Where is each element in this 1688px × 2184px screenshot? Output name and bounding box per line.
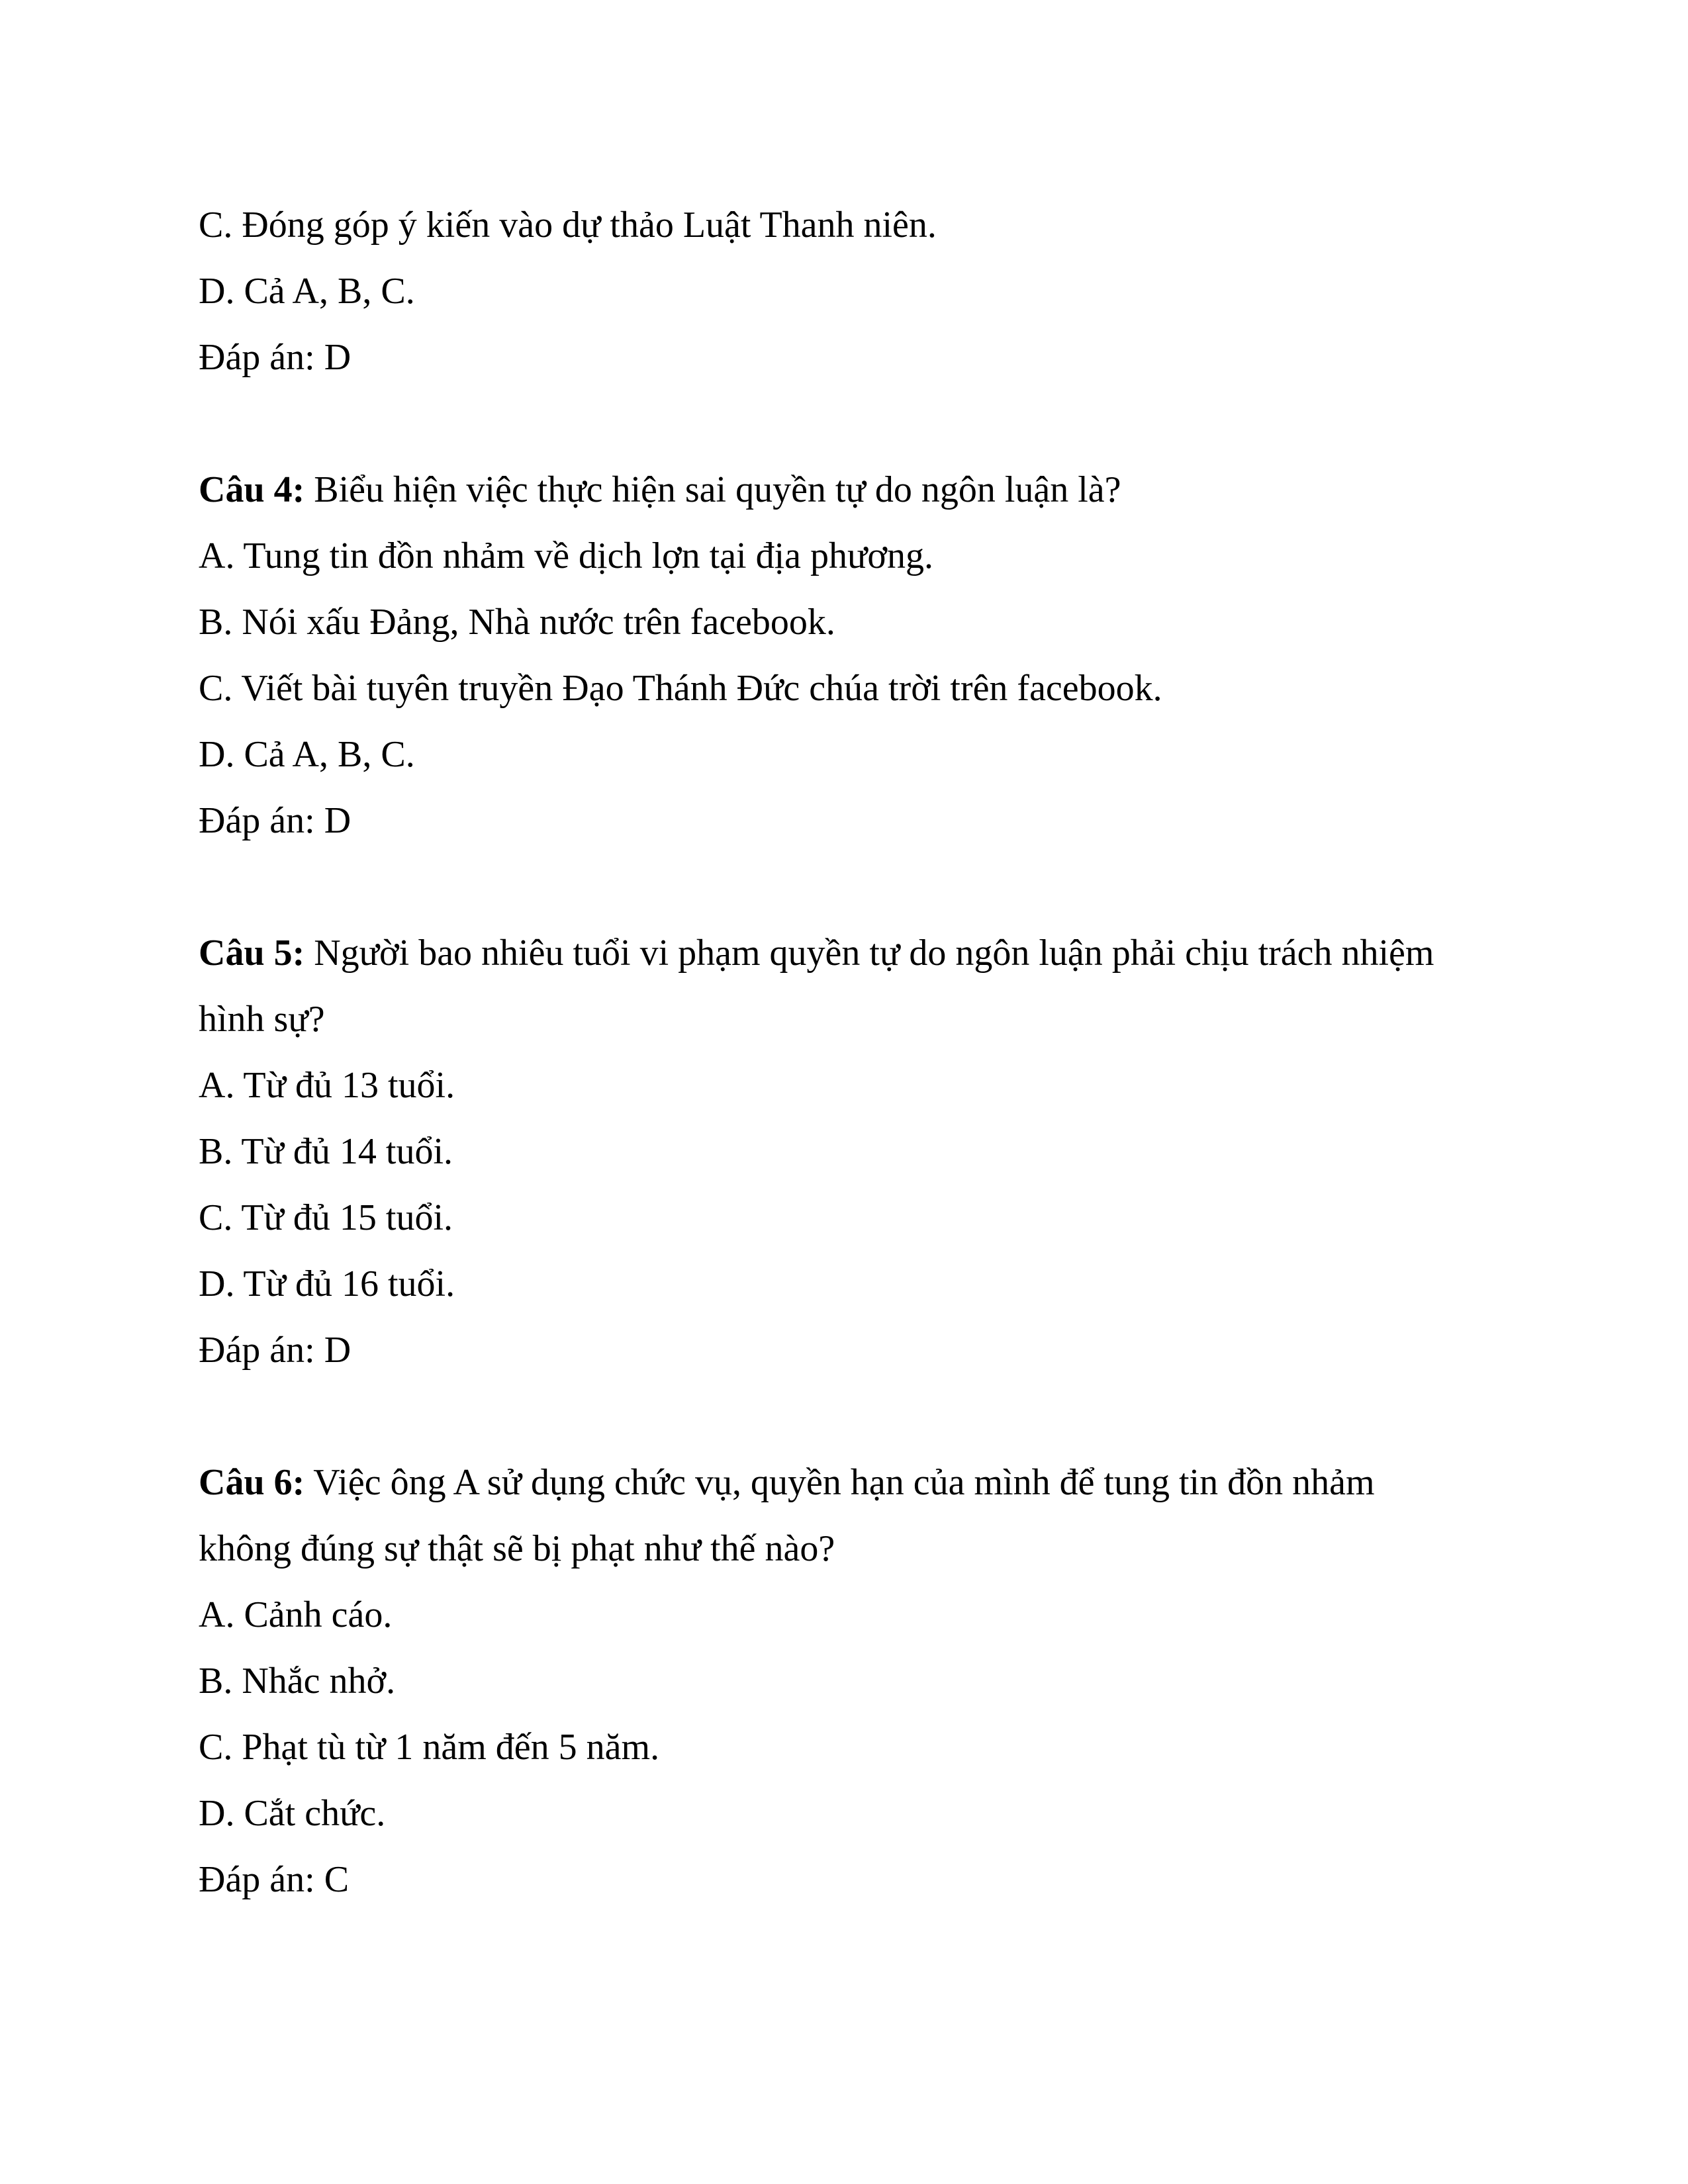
option-d: D. Cả A, B, C.: [199, 271, 415, 312]
option-c: C. Từ đủ 15 tuổi.: [199, 1197, 453, 1238]
question-label: Câu 5:: [199, 933, 305, 974]
question-body: Người bao nhiêu tuổi vi phạm quyền tự do ngôn luận phải chịu trách nhiệm: [305, 933, 1434, 974]
question-4: [199, 457, 1489, 854]
option-b: B. Từ đủ 14 tuổi.: [199, 1131, 453, 1172]
option-d: D. Cả A, B, C.: [199, 734, 415, 775]
option-c: C. Phạt tù từ 1 năm đến 5 năm.: [199, 1727, 660, 1768]
option-a: A. Tung tin đồn nhảm về dịch lợn tại địa phương.: [199, 535, 933, 576]
question-text-line-1: [199, 1449, 1489, 1516]
option-d: D. Từ đủ 16 tuổi.: [199, 1263, 455, 1304]
document-content: [199, 192, 1489, 1913]
question-label: Câu 4:: [199, 469, 305, 510]
question-text-line-2: không đúng sự thật sẽ bị phạt như thế nào?: [199, 1528, 835, 1569]
answer-line: Đáp án: C: [199, 1859, 350, 1900]
answer-line: Đáp án: D: [199, 1330, 352, 1371]
option-d: D. Cắt chức.: [199, 1793, 386, 1834]
answer-line: Đáp án: D: [199, 337, 352, 378]
option-b: B. Nhắc nhở.: [199, 1661, 396, 1702]
question-text-line-1: [199, 920, 1489, 986]
question-label: Câu 6:: [199, 1462, 305, 1503]
question-6: [199, 1449, 1489, 1913]
option-c: C. Viết bài tuyên truyền Đạo Thánh Đức chúa trời trên facebook.: [199, 668, 1162, 709]
answer-line: Đáp án: D: [199, 800, 352, 841]
option-c: C. Đóng góp ý kiến vào dự thảo Luật Thanh niên.: [199, 205, 937, 246]
question-5: [199, 920, 1489, 1383]
option-a: A. Cảnh cáo.: [199, 1594, 393, 1635]
question-text: [199, 457, 1489, 523]
question-body: Biểu hiện việc thực hiện sai quyền tự do ngôn luận là?: [305, 469, 1121, 510]
option-b: B. Nói xấu Đảng, Nhà nước trên facebook.: [199, 602, 835, 643]
option-a: A. Từ đủ 13 tuổi.: [199, 1065, 455, 1106]
question-body: Việc ông A sử dụng chức vụ, quyền hạn của mình để tung tin đồn nhảm: [305, 1462, 1375, 1503]
question-3-continuation: [199, 192, 1489, 390]
question-text-line-2: hình sự?: [199, 999, 325, 1040]
